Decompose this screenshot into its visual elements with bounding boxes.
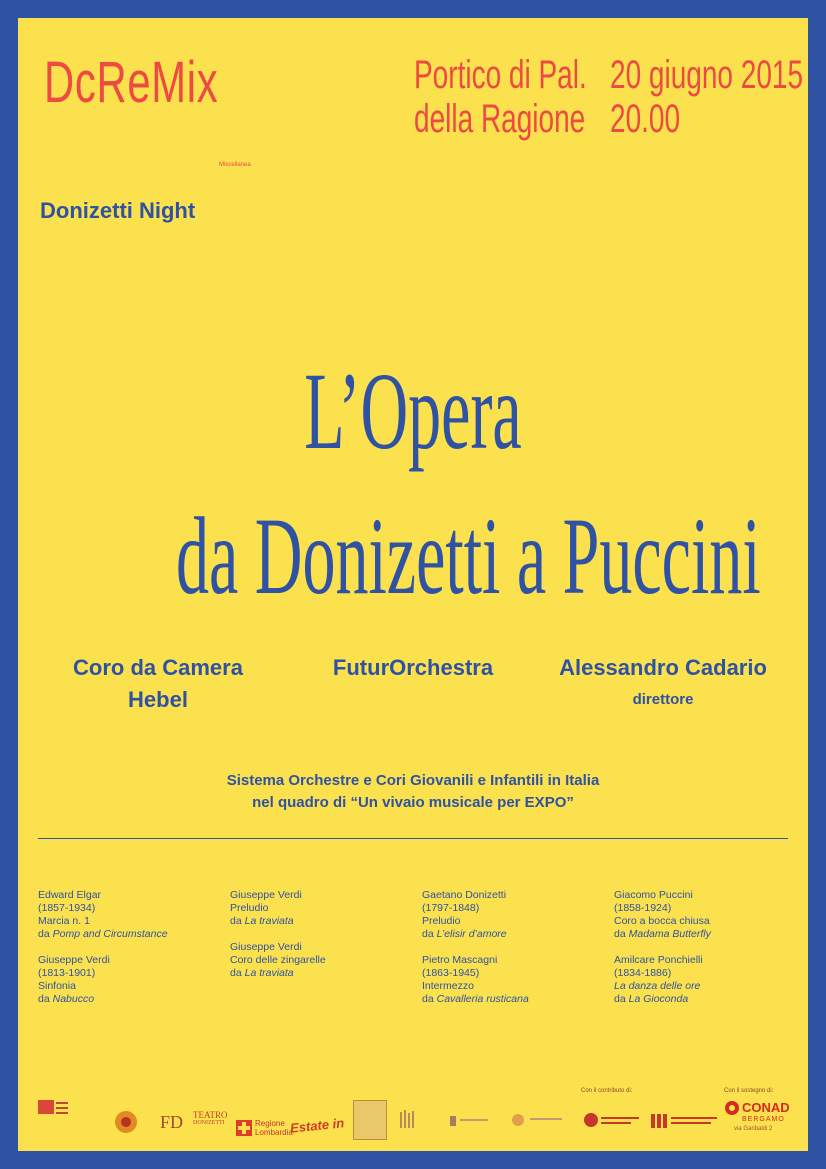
program-column-1 bbox=[38, 889, 218, 1019]
source-work: Madama Butterfly bbox=[628, 928, 711, 940]
regione-cross-icon bbox=[236, 1120, 252, 1136]
conad-address: via Garibaldi 2 bbox=[734, 1126, 773, 1132]
piece-title: Coro a bocca chiusa bbox=[614, 915, 710, 927]
composer-years: (1834-1886) bbox=[614, 967, 672, 979]
performer-role: direttore bbox=[632, 691, 694, 708]
source-prefix: da bbox=[38, 993, 53, 1005]
sostegno-label: Con il sostegno di: bbox=[724, 1088, 774, 1094]
source-work: L’elisir d’amore bbox=[436, 928, 507, 940]
program-item bbox=[614, 889, 794, 941]
sponsor-square-logo bbox=[353, 1100, 387, 1140]
program-item bbox=[230, 889, 410, 928]
piece-source bbox=[230, 915, 410, 928]
regione-text bbox=[255, 1119, 293, 1137]
sponsor-teatro bbox=[193, 1110, 228, 1126]
composer: Giuseppe Verdi bbox=[230, 889, 302, 901]
source-prefix: da bbox=[38, 928, 53, 940]
sponsor-regione bbox=[236, 1118, 296, 1140]
piece-source bbox=[38, 993, 218, 1006]
performer-name-line: Alessandro Cadario bbox=[559, 655, 767, 680]
program-item bbox=[614, 954, 794, 1006]
performer-name-line: Coro da Camera bbox=[73, 655, 243, 680]
composer-years: (1863-1945) bbox=[422, 967, 480, 979]
sponsor-fd: FD bbox=[160, 1112, 184, 1132]
context-line-2: nel quadro di “Un vivaio musicale per EXPO” bbox=[252, 794, 574, 811]
performer-orchestra bbox=[313, 655, 513, 681]
program-column-4 bbox=[614, 889, 794, 1019]
series-title: Donizetti Night bbox=[40, 198, 196, 223]
composer: Giacomo Puccini bbox=[614, 889, 693, 901]
piece-title: Preludio bbox=[230, 902, 269, 914]
divider-rule bbox=[38, 838, 788, 839]
program-column-3 bbox=[422, 889, 602, 1019]
conad-flower-icon bbox=[724, 1100, 740, 1116]
composer: Edward Elgar bbox=[38, 889, 102, 901]
piece-title: Sinfonia bbox=[38, 980, 76, 992]
sponsor-logo-small-1 bbox=[450, 1113, 490, 1129]
source-prefix: da bbox=[230, 915, 245, 927]
venue bbox=[414, 53, 587, 141]
conad-name: CONAD bbox=[742, 1100, 790, 1115]
date-line: 20 giugno 2015 bbox=[610, 53, 804, 97]
time-line: 20.00 bbox=[610, 97, 681, 141]
piece-title: Intermezzo bbox=[422, 980, 474, 992]
composer: Pietro Mascagni bbox=[422, 954, 498, 966]
context-line-1: Sistema Orchestre e Cori Giovanili e Infantili in Italia bbox=[226, 772, 600, 789]
composer-years: (1858-1924) bbox=[614, 902, 672, 914]
sponsor-teatro-name: TEATRO bbox=[193, 1110, 228, 1120]
source-work: Pomp and Circumstance bbox=[52, 928, 168, 940]
conad-city: BERGAMO bbox=[742, 1116, 785, 1123]
performer-choir bbox=[58, 655, 258, 713]
context-text bbox=[18, 770, 808, 814]
sponsor-logo-small-2 bbox=[510, 1108, 570, 1132]
camera-commercio-icon bbox=[583, 1108, 643, 1132]
composer: Amilcare Ponchielli bbox=[614, 954, 703, 966]
piece-source bbox=[422, 928, 602, 941]
sponsor-seal-icon bbox=[106, 1106, 146, 1138]
source-prefix: da bbox=[422, 928, 437, 940]
dcremix-logo bbox=[44, 50, 254, 168]
piece-source bbox=[230, 967, 410, 980]
sponsor-fondazione bbox=[651, 1112, 721, 1132]
sponsor-estate: Estate in bbox=[289, 1115, 345, 1136]
source-work: Cavalleria rusticana bbox=[436, 993, 529, 1005]
sponsor-flower-icon bbox=[510, 1108, 570, 1132]
regione-line-2: Lombardia bbox=[255, 1128, 293, 1137]
composer: Giuseppe Verdi bbox=[38, 954, 110, 966]
regione-line-1: Regione bbox=[255, 1119, 285, 1128]
sponsor-mark-icon bbox=[450, 1113, 490, 1129]
composer: Gaetano Donizetti bbox=[422, 889, 507, 901]
source-work: Nabucco bbox=[52, 993, 95, 1005]
fondazione-icon bbox=[651, 1112, 721, 1132]
composer: Giuseppe Verdi bbox=[230, 941, 302, 953]
contributo-label: Con il contributo di: bbox=[581, 1088, 633, 1094]
sponsor-teatro-sub: DONIZETTI bbox=[193, 1120, 225, 1126]
brand-name: DcReMix bbox=[44, 50, 219, 115]
source-work: La danza delle ore bbox=[614, 980, 701, 992]
piece-source: da La Gioconda bbox=[614, 993, 689, 1005]
source-prefix: da bbox=[230, 967, 245, 979]
program-column-2 bbox=[230, 889, 410, 993]
piece-title: Preludio bbox=[422, 915, 461, 927]
program-item bbox=[38, 954, 218, 1006]
main-title-line-1: L’Opera bbox=[304, 350, 522, 472]
piece-source bbox=[38, 928, 218, 941]
composer-years: (1813-1901) bbox=[38, 967, 96, 979]
main-title-line-2: da Donizetti a Puccini bbox=[175, 495, 761, 617]
source-prefix: da bbox=[422, 993, 437, 1005]
composer-years: (1857-1934) bbox=[38, 902, 96, 914]
source-prefix: da bbox=[614, 928, 629, 940]
piece-source bbox=[614, 928, 794, 941]
venue-line-1: Portico di Pal. bbox=[414, 53, 587, 97]
composer-years: (1797-1848) bbox=[422, 902, 480, 914]
sponsor-conad bbox=[724, 1100, 792, 1136]
brand-tagline: Miscellanea bbox=[219, 162, 251, 168]
sponsor-logo-2 bbox=[106, 1106, 146, 1138]
organ-pipes-icon bbox=[398, 1108, 432, 1130]
sponsor-organ-logo bbox=[398, 1108, 432, 1130]
sponsor-camera-commercio bbox=[583, 1108, 643, 1132]
date-time bbox=[610, 53, 803, 141]
sponsor-logo-1 bbox=[38, 1094, 68, 1130]
program-item bbox=[230, 941, 410, 980]
performer-conductor bbox=[538, 655, 788, 708]
performer-name-line: Hebel bbox=[128, 687, 188, 712]
performer-name-line: FuturOrchestra bbox=[332, 655, 494, 680]
venue-line-2: della Ragione bbox=[414, 97, 586, 141]
piece-source bbox=[422, 993, 602, 1006]
sponsor-emblem-icon bbox=[38, 1094, 68, 1130]
program-item bbox=[422, 889, 602, 941]
piece-title: Coro delle zingarelle bbox=[230, 954, 326, 966]
piece-title bbox=[614, 980, 794, 993]
piece-title: Marcia n. 1 bbox=[38, 915, 90, 927]
source-work: La traviata bbox=[244, 915, 294, 927]
program-item bbox=[38, 889, 218, 941]
program-item bbox=[422, 954, 602, 1006]
source-work: La traviata bbox=[244, 967, 294, 979]
